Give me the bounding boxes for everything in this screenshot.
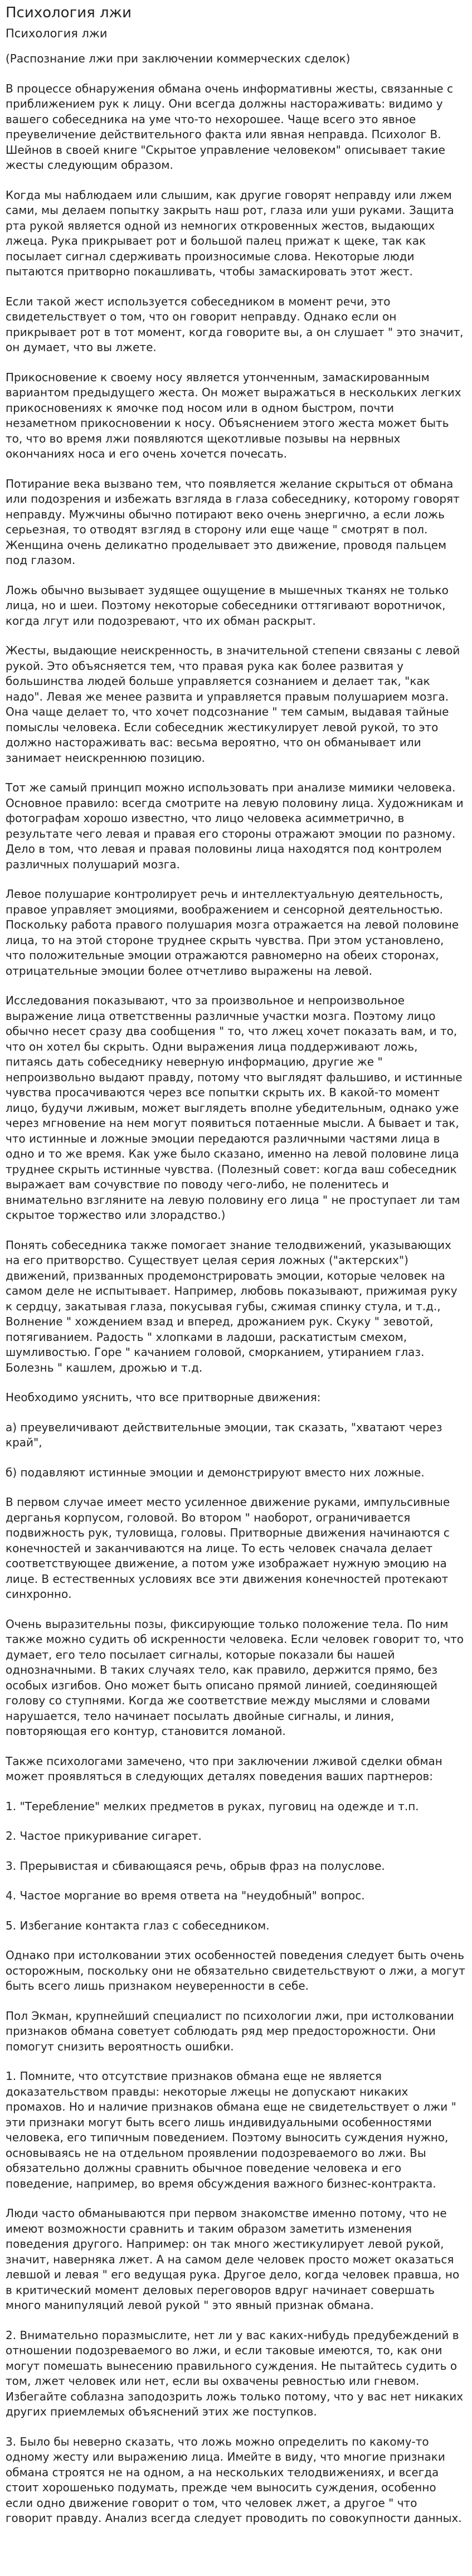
paragraph: а) преувеличивают действительные эмоции, так сказать, "хватают через край",	[6, 1420, 442, 1450]
paragraph: В первом случае имеет место усиленное движение руками, импульсивные дерганья корпусом, головой. Во втором " наоборот, ограничивается подвижность рук, туловища, головы. Притворные движения начинаются с конечностей и заканчиваются на лице. То есть человек сначала делает соответствующее движение, а потом уже изображает нужную эмоцию на лице. В естественных условиях все эти движения конечностей протекают синхронно.	[6, 1495, 450, 1601]
paragraph: (Распознание лжи при заключении коммерческих сделок)	[6, 52, 351, 66]
paragraph: Прикосновение к своему носу является утонченным, замаскированным вариантом предыдущего жеста. Он может выражаться в нескольких легких прикосновениях к ямочке под носом или в одном быстром, почти незаметном прикосновении к носу. Объяснением этого жеста может быть то, что во время лжи появляются щекотливые позывы на нервных окончаниях носа и его очень хочется почесать.	[6, 370, 461, 461]
paragraph: Если такой жест используется собеседником в момент речи, это свидетельствует о том, что он говорит неправду. Однако если он прикрывает рот в тот момент, когда говорите вы, а он слушает " это значит, он думает, что вы лжете.	[6, 294, 464, 354]
paragraph: Жесты, выдающие неискренность, в значительной степени связаны с левой рукой. Это объясняется тем, что правая рука как более развитая у большинства людей больше управляется сознанием и делает так, "как надо". Левая же менее развита и управляется правым полушарием мозга. Она чаще делает то, что хочет подсознание " тем самым, выдавая тайные помыслы человека. Если собеседник жестикулирует левой рукой, то это должно настораживать вас: весьма вероятно, что он обманывает или занимает неискреннюю позицию.	[6, 644, 460, 765]
paragraph: Когда мы наблюдаем или слышим, как другие говорят неправду или лжем сами, мы делаем попытку закрыть наш рот, глаза или уши руками. Защита рта рукой является одной из немногих откровенных жестов, выдающих лжеца. Рука прикрывает рот и большой палец прижат к щеке, так как посылает сигнал сдерживать произносимые слова. Некоторые люди пытаются притворно покашливать, чтобы замаскировать этот жест.	[6, 188, 454, 279]
article-body	[6, 51, 466, 2526]
page-subtitle: Психология лжи	[6, 27, 108, 41]
paragraph: Очень выразительны позы, фиксирующие только положение тела. По ним также можно судить об искренности человека. Если человек говорит то, что думает, его тело посылает сигналы, которые показали бы нашей однозначными. В таких случаях тело, как правило, держится прямо, без особых изгибов. Оно может быть описано прямой линией, соединяющей голову со ступнями. Когда же соответствие между мыслями и словами нарушается, тело начинает посылать двойные сигналы, и линия, повторяющая его контур, становится ломаной.	[6, 1617, 464, 1738]
paragraph: Однако при истолковании этих особенностей поведения следует быть очень осторожным, поскольку они не обязательно свидетельствуют о лжи, а могут быть всего лишь признаком неуверенности в себе.	[6, 1948, 465, 1993]
list-item: 3. Прерывистая и сбивающаяся речь, обрыв фраз на полуслове.	[6, 1859, 385, 1873]
paragraph: Потирание века вызвано тем, что появляется желание скрыться от обмана или подозрения и избежать взгляда в глаза собеседнику, которому говорят неправду. Мужчины обычно потирают веко очень энергично, а если ложь серьезная, то отводят взгляд в сторону или еще чаще " смотрят в пол. Женщина очень деликатно проделывает это движение, проводя пальцем под глазом.	[6, 477, 460, 567]
paragraph: Тот же самый принцип можно использовать при анализе мимики человека. Основное правило: всегда смотрите на левую половину лица. Художникам и фотографам хорошо известно, что лицо человека асимметрично, в результате чего левая и правая его стороны отражают эмоции по разному. Дело в том, что левая и правая половины лица находятся под контролем различных полушарий мозга.	[6, 781, 464, 871]
list-item: 5. Избегание контакта глаз с собеседником.	[6, 1918, 270, 1932]
paragraph: 2. Внимательно поразмыслите, нет ли у вас каких-нибудь предубеждений в отношении подозреваемого во лжи, и если таковые имеются, то, как они могут помешать вынесению правильного суждения. Не пытайтесь судить о том, лжет человек или нет, если вы охвачены ревностью или гневом. Избегайте соблазна заподозрить ложь только потому, что у вас нет никаких других приемлемых объяснений этих же поступков.	[6, 2328, 464, 2419]
paragraph: Пол Экман, крупнейший специалист по психологии лжи, при истолковании признаков обмана советует соблюдать ряд мер предосторожности. Они помогут снизить вероятность ошибки.	[6, 2009, 454, 2053]
page-title: Психология лжи	[6, 4, 132, 21]
list-item: 4. Частое моргание во время ответа на "неудобный" вопрос.	[6, 1889, 365, 1903]
paragraph: б) подавляют истинные эмоции и демонстрируют вместо них ложные.	[6, 1465, 425, 1479]
paragraph: В процессе обнаружения обмана очень информативны жесты, связанные с приближением рук к лицу. Они всегда должны настораживать: видимо у вашего собеседника на уме что-то нехорошее. Чаще всего это явное преувеличение действительного факта или явная неправда. Психолог В. Шейнов в своей книге "Скрытое управление человеком" описывает такие жесты следующим образом.	[6, 81, 453, 172]
list-item: 2. Частое прикуривание сигарет.	[6, 1829, 202, 1843]
paragraph: 1. Помните, что отсутствие признаков обмана еще не является доказательством правды: некоторые лжецы не допускают никаких промахов. Но и наличие признаков обмана еще не свидетельствует о лжи " эти признаки могут быть всего лишь индивидуальными особенностями человека, его типичным поведением. Поэтому выносить суждения нужно, основываясь не на отдельном проявлении подозреваемого во лжи. Вы обязательно должны сравнить обычное поведение человека и его поведение, например, во время обсуждения важного бизнес-контракта.	[6, 2069, 456, 2190]
paragraph: Люди часто обманываются при первом знакомстве именно потому, что не имеют возможности сравнить и таким образом заметить изменения поведения другого. Например: он так много жестикулирует левой рукой, значит, наверняка лжет. А на самом деле человек просто может оказаться левшой и левая " его ведущая рука. Другое дело, когда человек правша, но в критический момент деловых переговоров вдруг начинает совершать много манипуляций левой рукой " это явный признак обмана.	[6, 2206, 460, 2312]
paragraph: Необходимо уяснить, что все притворные движения:	[6, 1391, 321, 1404]
paragraph: Исследования показывают, что за произвольное и непроизвольное выражение лица ответственны различные участки мозга. Поэтому лицо обычно несет сразу два сообщения " то, что лжец хочет показать вам, и то, что он хотел бы скрыть. Одни выражения лица поддерживают ложь, питаясь дать собеседнику неверную информацию, другие же " непроизвольно выдают правду, потому что выглядят фальшиво, и истинные чувства просачиваются через все попытки скрыть их. В какой-то момент лицо, будучи лживым, может выглядеть вполне убедительным, однако уже через мгновение на нем могут появиться потаенные мысли. А бывает и так, что истинные и ложные эмоции передаются различными частями лица в одно и то же время. Как уже было сказано, именно на левой половине лица труднее скрыть истинные чувства. (Полезный совет: когда ваш собеседник выражает вам сочувствие по поводу чего-либо, не поленитесь и внимательно взгляните на левую половину его лица " не проступает ли там скрытое торжество или злорадство.)	[6, 994, 463, 1222]
paragraph: Также психологами замечено, что при заключении лживой сделки обман может проявляться в следующих деталях поведения ваших партнеров:	[6, 1754, 442, 1783]
paragraph: Понять собеседника также помогает знание телодвижений, указывающих на его притворство. Существует целая серия ложных ("актерских") движений, призванных продемонстрировать эмоции, которые человек на самом деле не испытывает. Например, любовь показывают, прижимая руку к сердцу, закатывая глаза, покусывая губы, сжимая спинку стула, и т.д., Волнение " хождением взад и вперед, дрожанием рук. Скуку " зевотой, потягиванием. Радость " хлопками в ладоши, раскатистым смехом, шумливостью. Горе " качанием головой, сморканием, утиранием глаз. Болезнь " кашлем, дрожью и т.д.	[6, 1238, 458, 1374]
paragraph: Ложь обычно вызывает зудящее ощущение в мышечных тканях не только лица, но и шеи. Поэтому некоторые собеседники оттягивают воротничок, когда лгут или подозревают, что их обман раскрыт.	[6, 583, 449, 628]
paragraph: Левое полушарие контролирует речь и интеллектуальную деятельность, правое управляет эмоциями, воображением и сенсорной деятельностью. Поскольку работа правого полушария мозга отражается на левой половине лица, то на этой стороне труднее скрыть чувства. При этом установлено, что положительные эмоции отражаются равномерно на обеих сторонах, отрицательные эмоции более отчетливо выражены на левой.	[6, 887, 459, 978]
paragraph: 3. Было бы неверно сказать, что ложь можно определить по какому-то одному жесту или выражению лица. Имейте в виду, что многие признаки обмана строятся не на одном, а на нескольких телодвижениях, и всегда стоит хорошенько подумать, прежде чем выносить суждения, особенно если одно движение говорит о том, что человек лжет, а другое " что говорит правду. Анализ всегда следует проводить по совокупности данных.	[6, 2434, 462, 2525]
list-item: 1. "Теребление" мелких предметов в руках, пуговиц на одежде и т.п.	[6, 1799, 419, 1813]
